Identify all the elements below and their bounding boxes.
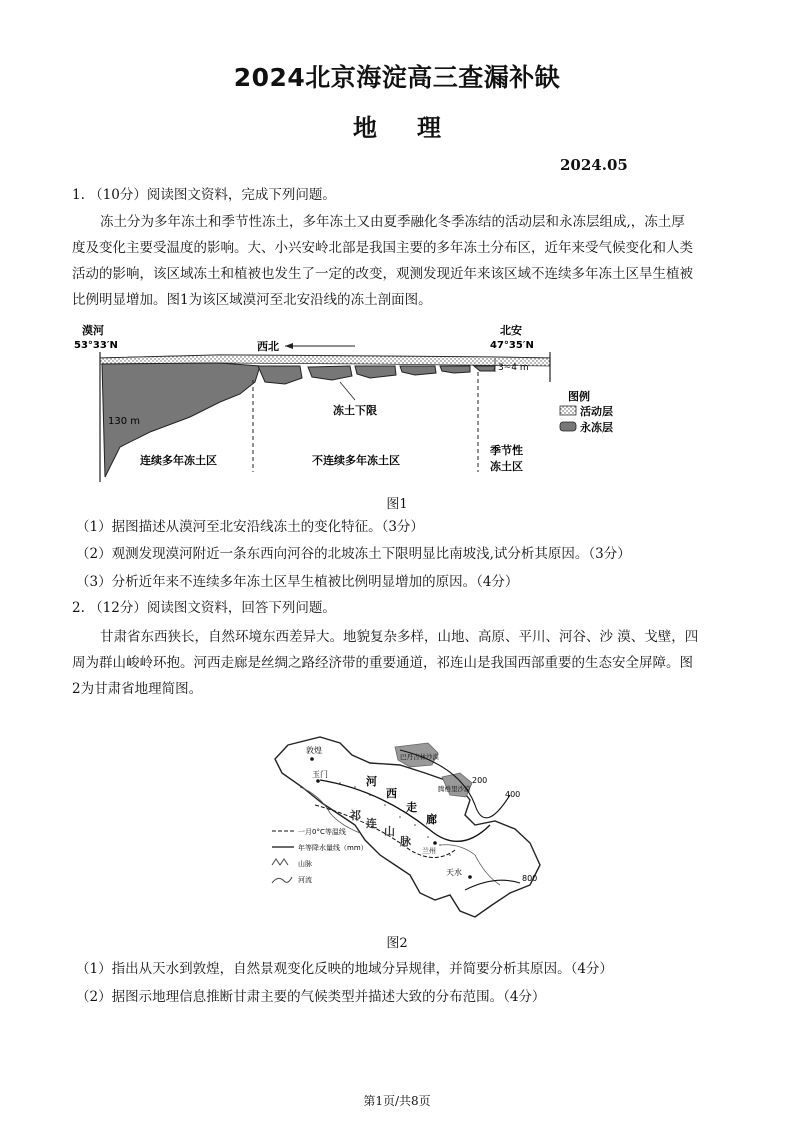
corridor-char-3: 走: [406, 801, 417, 814]
city-dot-dunhuang: [310, 757, 314, 761]
legend-isotherm-label: 一月0°C等温线: [298, 828, 346, 836]
q1-subquestion-2: （2）观测发现漠河附近一条东西向河谷的北坡冻土下限明显比南坡浅,试分析其原因。（3分）: [76, 546, 631, 562]
subject-heading: [0, 108, 794, 143]
label-direction: 西北: [257, 340, 279, 353]
q2-subquestion-1: （1）指出从天水到敦煌，自然景观变化反映的地域分异规律，并简要分析其原因。（4分）: [76, 961, 613, 977]
legend-mountain-label: 山脉: [298, 860, 312, 868]
q1-subquestion-3: （3）分析近年来不连续多年冻土区旱生植被比例明显增加的原因。（4分）: [76, 574, 519, 590]
figure-2-caption: 图2: [386, 936, 408, 951]
city-dot-lanzhou: [433, 841, 437, 845]
mountain-char-3: 山: [384, 825, 395, 838]
label-left-lat: 53°33′N: [74, 340, 118, 351]
q2-material-line-1: 甘肃省东西狭长，自然环境东西差异大。地貌复杂多样，山地、高原、平川、河谷、沙 漠、戈壁，四: [100, 629, 699, 645]
q1-stem: 1. （10分）阅读图文资料，完成下列问题。: [72, 187, 336, 203]
legend-title: 图例: [568, 390, 590, 403]
legend-isohyet-label: 年等降水量线（mm）: [298, 844, 368, 852]
isohyet-label-800: 800: [522, 874, 538, 883]
q2-material-line-2: 周为群山峻岭环抱。河西走廊是丝绸之路经济带的重要通道，祁连山是我国西部重要的生态安全屏障。图: [72, 655, 693, 671]
exam-date: 2024.05: [560, 156, 628, 174]
label-zone-seasonal-1: 季节性: [490, 444, 523, 457]
desert-label-badain-jaran: 巴丹吉林沙漠: [400, 753, 439, 761]
q1-material-line-2: 度及变化主要受温度的影响。大、小兴安岭北部是我国主要的多年冻土分布区，近年来受气候变化和人类: [72, 240, 693, 256]
legend-label-active: 活动层: [580, 405, 613, 418]
legend-label-permafrost: 永冻层: [580, 421, 613, 434]
direction-arrowhead: [285, 343, 293, 349]
gansu-map-figure: [260, 725, 560, 925]
q1-subquestion-1: （1）据图描述从漠河至北安沿线冻土的变化特征。（3分）: [76, 519, 424, 535]
subject-char-1: 地: [353, 113, 377, 142]
isohyet-label-400: 400: [505, 790, 521, 799]
legend-swatch-permafrost: [560, 422, 576, 431]
subject-char-2: 理: [417, 113, 441, 142]
city-label-lanzhou: 兰州: [422, 847, 436, 855]
city-dot-yumen: [316, 779, 320, 783]
q2-material-line-3: 2为甘肃省地理简图。: [72, 681, 203, 697]
corridor-char-2: 西: [386, 787, 397, 800]
lower-limit-leader: [340, 382, 355, 400]
permafrost-profile-figure: [70, 322, 640, 490]
permafrost-island: [474, 366, 495, 371]
isohyet-label-200: 200: [472, 776, 488, 785]
q2-subquestion-2: （2）据图示地理信息推断甘肃主要的气候类型并描述大致的分布范围。（4分）: [76, 989, 546, 1005]
label-zone-discontinuous: 不连续多年冻土区: [312, 454, 400, 467]
city-label-tianshui: 天水: [446, 868, 462, 877]
figure-1-caption: 图1: [386, 497, 408, 512]
q2-material: [72, 624, 732, 702]
label-left-place: 漠河: [82, 324, 104, 337]
q1-material-line-3: 活动的影响，该区域冻土和植被也发生了一定的改变，观测发现近年来该区域不连续多年冻土区旱生植被: [72, 266, 693, 282]
city-dot-tianshui: [468, 875, 472, 879]
city-label-yumen: 玉门: [312, 770, 328, 779]
mountain-char-2: 连: [366, 817, 377, 830]
permafrost-island: [308, 366, 352, 380]
legend-river-label: 河流: [298, 876, 312, 884]
label-zone-seasonal-2: 冻土区: [490, 460, 523, 473]
label-right-place: 北安: [500, 324, 522, 337]
corridor-char-1: 河: [366, 775, 377, 788]
corridor-char-4: 廊: [426, 813, 437, 826]
permafrost-island: [258, 366, 302, 384]
city-label-dunhuang: 敦煌: [306, 746, 322, 755]
label-permafrost-depth: 130 m: [108, 416, 141, 427]
label-zone-continuous: 连续多年冻土区: [140, 454, 217, 467]
mountain-char-1: 祁: [350, 809, 361, 822]
permafrost-island: [355, 366, 396, 378]
q1-material-line-4: 比例明显增加。图1为该区域漠河至北安沿线的冻土剖面图。: [72, 292, 432, 308]
label-right-lat: 47°35′N: [490, 340, 534, 351]
desert-label-tengger: 腾格里沙漠: [438, 785, 471, 793]
page-title: 2024北京海淀高三查漏补缺: [233, 63, 561, 92]
legend-river-icon: [272, 877, 292, 883]
legend-swatch-active: [560, 406, 576, 415]
q1-material: [72, 209, 732, 313]
permafrost-island: [440, 366, 470, 373]
q1-material-line-1: 冻土分为多年冻土和季节性冻土，多年冻土又由夏季融化冬季冻结的活动层和永冻层组成,，冻土厚: [100, 214, 685, 230]
permafrost-island: [400, 366, 436, 375]
q2-stem: 2. （12分）阅读图文资料，回答下列问题。: [72, 600, 336, 616]
mountain-char-4: 脉: [400, 835, 411, 848]
label-lower-limit: 冻土下限: [333, 404, 377, 417]
label-active-depth: 3~4 m: [498, 363, 529, 373]
legend-mountain-icon: [272, 859, 288, 865]
page-number: 第1页/共8页: [363, 1094, 431, 1108]
